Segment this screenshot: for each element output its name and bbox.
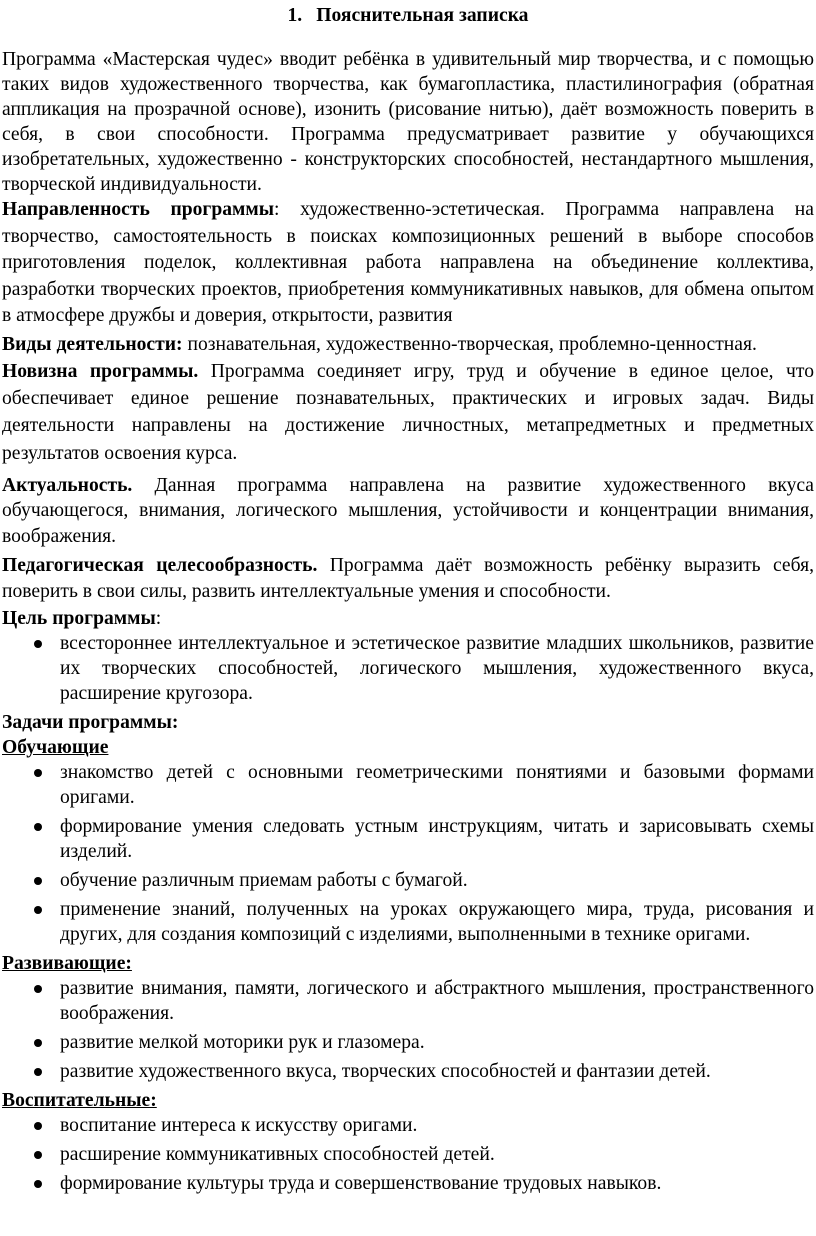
list-item <box>2 631 814 706</box>
goal-label: Цель программы <box>2 608 156 630</box>
bullet-icon <box>34 823 42 831</box>
teaching-heading <box>2 735 814 760</box>
list-item <box>2 1059 814 1084</box>
bullet-icon <box>34 906 42 914</box>
list-item <box>2 976 814 1026</box>
list-item <box>2 760 814 810</box>
list-item-text: формирование умения следовать устным инструкциям, читать и зарисовывать схемы изделий. <box>60 816 814 863</box>
list-item <box>2 1171 814 1196</box>
educational-list <box>2 1113 814 1196</box>
section-number: 1. <box>287 5 303 26</box>
list-item-text: развитие внимания, памяти, логического и абстрактного мышления, пространственного воображения. <box>60 978 814 1025</box>
activities-paragraph <box>2 332 814 359</box>
section-title <box>2 4 814 28</box>
teaching-list <box>2 760 814 947</box>
bullet-icon <box>34 640 42 648</box>
list-item-text: воспитание интереса к искусству оригами. <box>60 1115 418 1137</box>
list-item-text: применение знаний, полученных на уроках окружающего мира, труда, рисования и других, для создания композиций с изделиями, выполненными в технике оригами. <box>60 899 814 946</box>
pedagogy-text: Программа даёт возможность ребёнку выразить себя, поверить в свои силы, развить интеллектуальные умения и способности. <box>2 555 814 602</box>
educational-heading <box>2 1088 814 1113</box>
list-item <box>2 897 814 947</box>
list-item-text: всестороннее интеллектуальное и эстетическое развитие младших школьников, развитие их творческих способностей, логического мышления, художественного вкуса, расширение кругозора. <box>60 633 814 705</box>
activities-label: Виды деятельности: <box>2 333 183 355</box>
direction-text: : художественно-эстетическая. Программа направлена на творчество, самостоятельность в поисках композиционных решений в выборе способов приготовления поделок, коллективная работа направлена на объединение коллектива, разработки творческих проектов, приобретения коммуникативных навыков, для обмена опытом в атмосфере дружбы и доверия, открытости, развития <box>2 199 814 326</box>
list-item <box>2 868 814 893</box>
list-item-text: обучение различным приемам работы с бумагой. <box>60 870 468 892</box>
novelty-label: Новизна программы. <box>2 361 199 382</box>
bullet-icon <box>34 1151 42 1159</box>
list-item <box>2 1142 814 1167</box>
bullet-icon <box>34 1180 42 1188</box>
list-item-text: развитие мелкой моторики рук и глазомера. <box>60 1032 425 1054</box>
novelty-paragraph <box>2 358 814 467</box>
tasks-heading <box>2 710 814 735</box>
list-item-text: знакомство детей с основными геометрическими понятиями и базовыми формами оригами. <box>60 762 814 809</box>
bullet-icon <box>34 877 42 885</box>
goal-colon: : <box>155 608 162 630</box>
activities-text: познавательная, художественно-творческая, проблемно-ценностная. <box>182 333 757 355</box>
direction-paragraph <box>2 197 814 330</box>
developing-heading <box>2 951 814 976</box>
relevance-text: Данная программа направлена на развитие художественного вкуса обучающегося, внимания, логического мышления, устойчивости и концентрации внимания, воображения. <box>2 474 814 547</box>
bullet-icon <box>34 985 42 993</box>
tasks-heading-text: Задачи программы: <box>2 712 179 734</box>
list-item <box>2 1113 814 1138</box>
goal-heading <box>2 606 814 631</box>
intro-paragraph: Программа «Мастерская чудес» вводит ребёнка в удивительный мир творчества, и с помощью таких видов художественного творчества, как бумагопластика, пластилинография (обратная аппликация на прозрачной основе), изонить (рисование нитью), даёт возможность поверить в себя, в свои способности. Программа предусматривает развитие у обучающихся изобретательных, художественно - конструкторских способностей, нестандартного мышления, творческой индивидуальности. <box>2 49 814 195</box>
relevance-label: Актуальность. <box>2 474 133 496</box>
direction-label: Направленность программы <box>2 199 275 220</box>
novelty-text: Программа соединяет игру, труд и обучение в единое целое, что обеспечивает единое решение познавательных, практических и игровых задач. Виды деятельности направлены на достижение личностных, метапредметных и предметных результатов освоения курса. <box>2 361 814 464</box>
educational-label: Воспитательные: <box>2 1090 157 1112</box>
list-item-text: формирование культуры труда и совершенствование трудовых навыков. <box>60 1173 662 1195</box>
teaching-label: Обучающие <box>2 737 109 759</box>
bullet-icon <box>34 1122 42 1130</box>
list-item <box>2 1030 814 1055</box>
bullet-icon <box>34 1068 42 1076</box>
relevance-paragraph <box>2 473 814 550</box>
bullet-icon <box>34 1039 42 1047</box>
developing-label: Развивающие: <box>2 953 132 975</box>
list-item-text: расширение коммуникативных способностей детей. <box>60 1144 495 1166</box>
pedagogy-label: Педагогическая целесообразность. <box>2 555 318 577</box>
list-item <box>2 814 814 864</box>
list-item-text: развитие художественного вкуса, творческих способностей и фантазии детей. <box>60 1061 711 1083</box>
goal-list <box>2 631 814 706</box>
developing-list <box>2 976 814 1084</box>
bullet-icon <box>34 769 42 777</box>
pedagogy-paragraph <box>2 553 814 604</box>
section-title-text: Пояснительная записка <box>316 5 529 26</box>
